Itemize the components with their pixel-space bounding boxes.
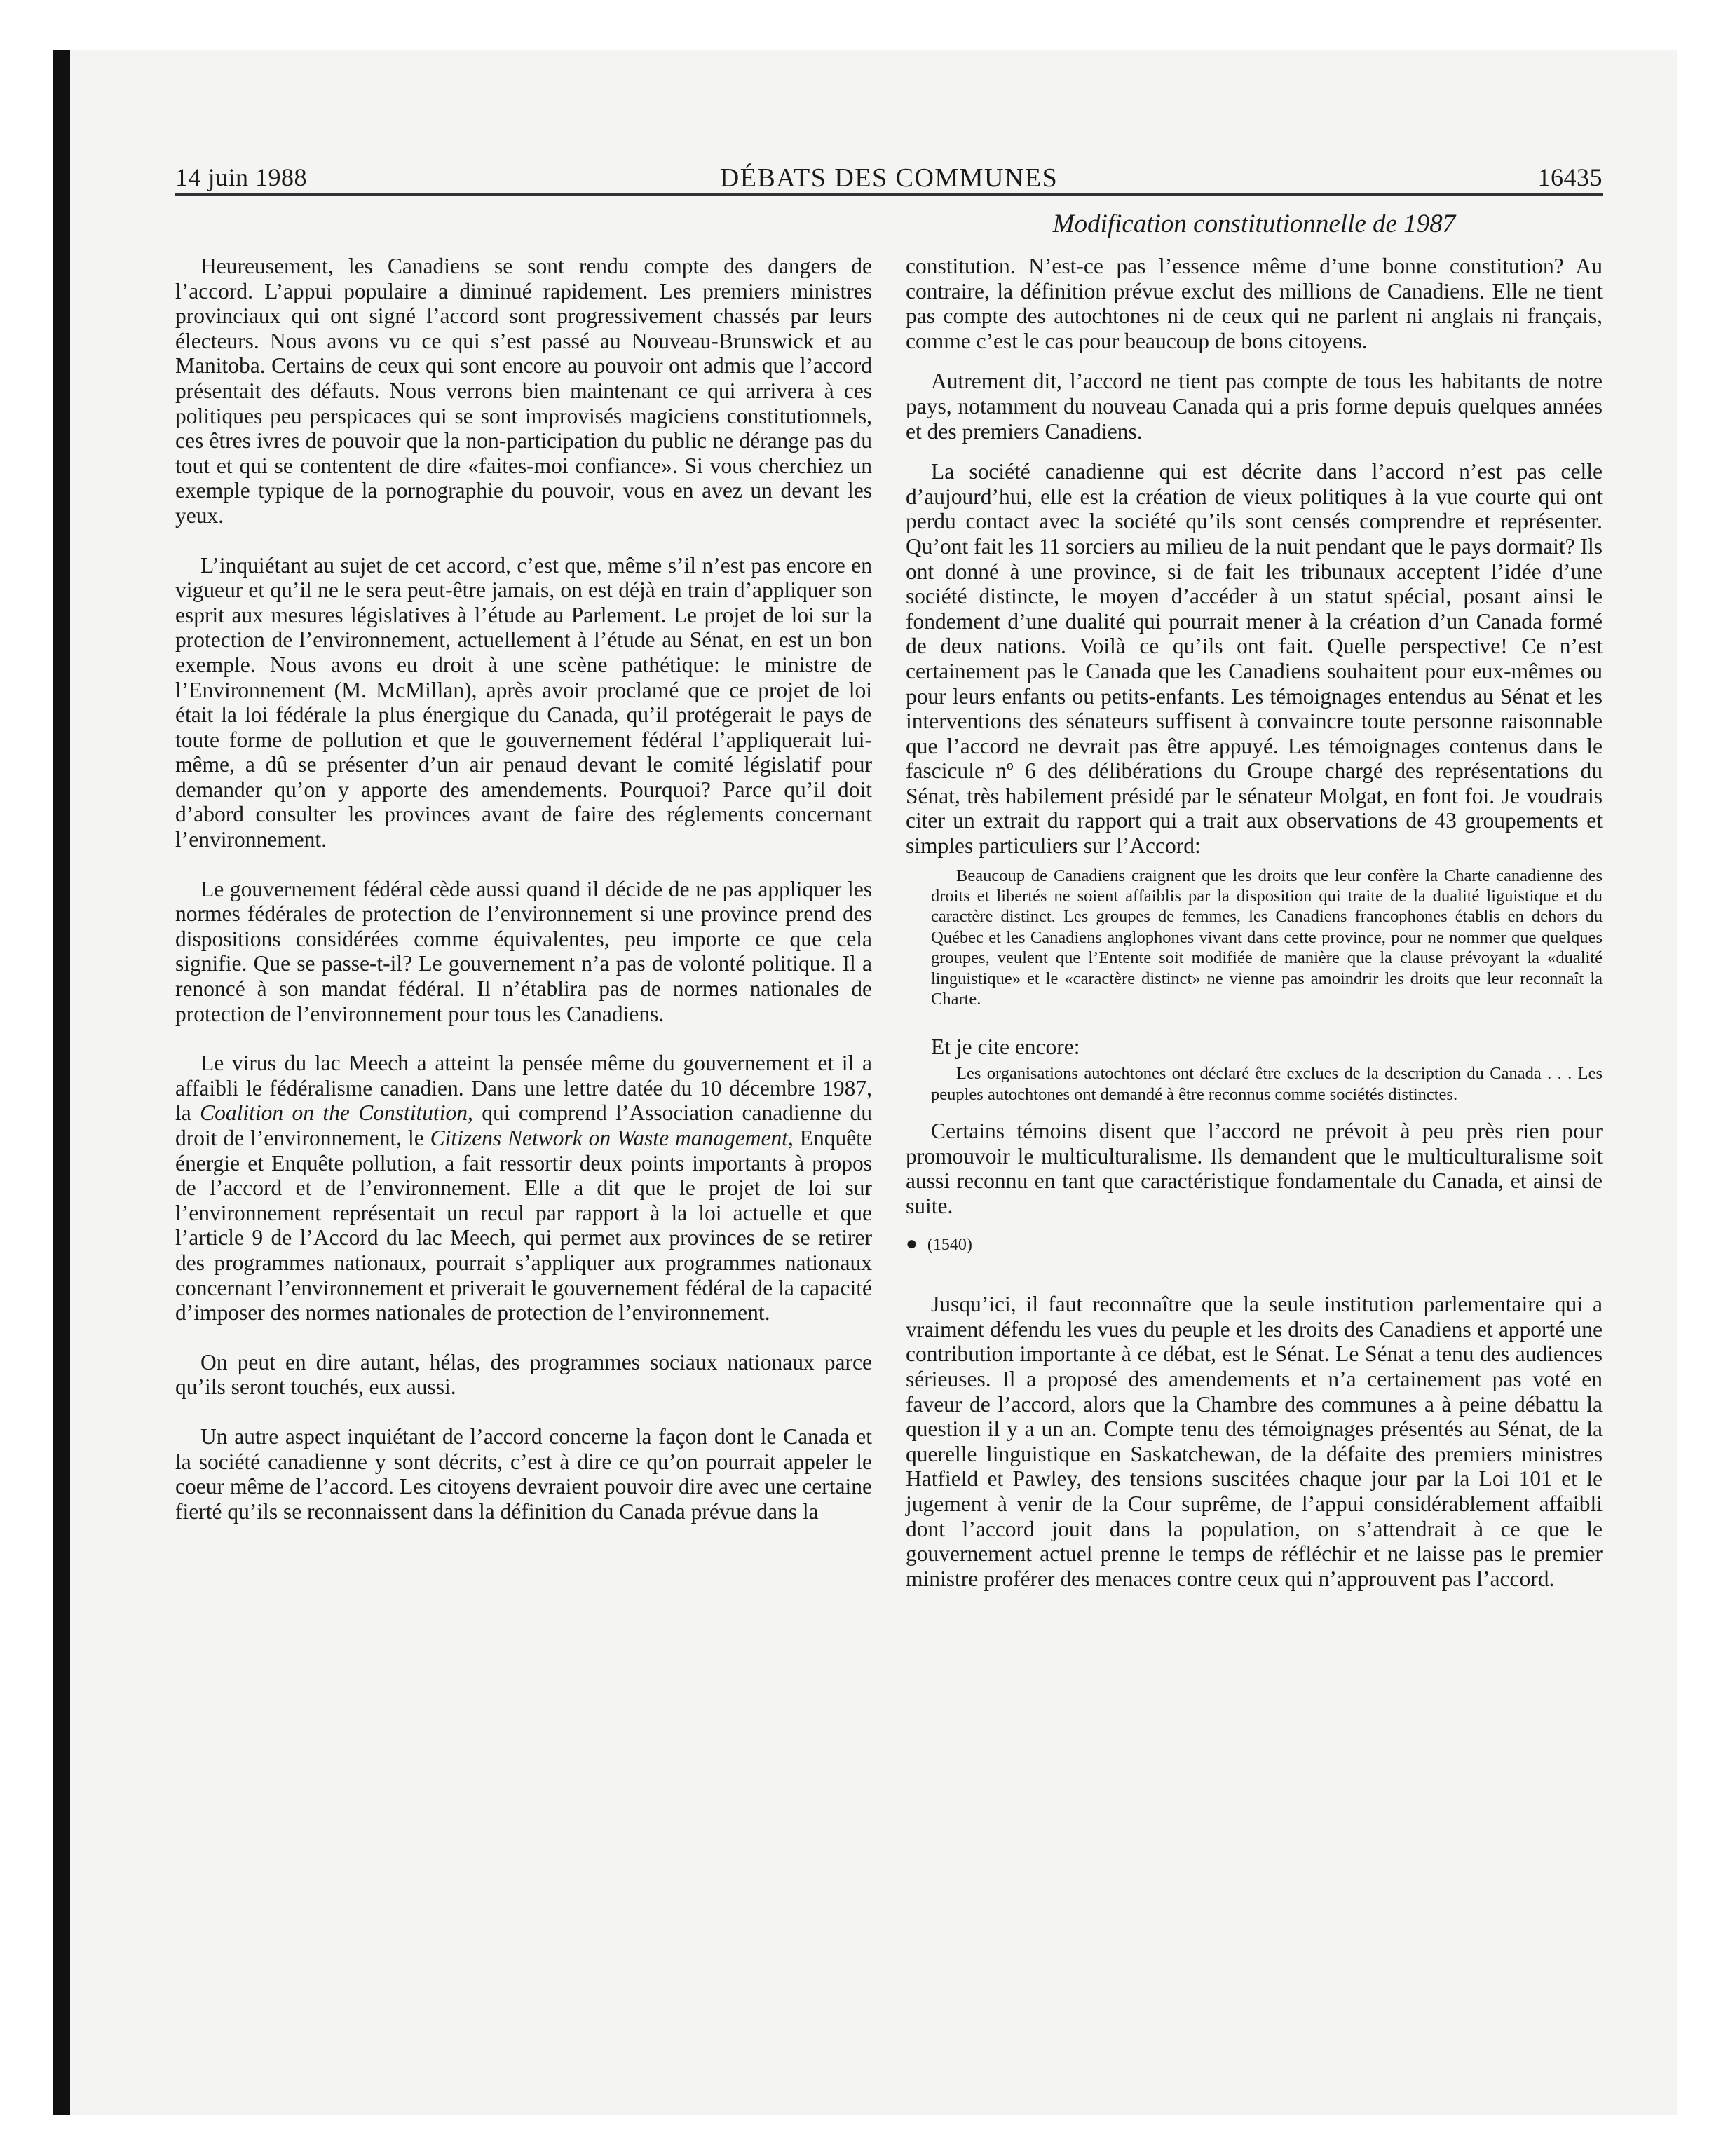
paragraph: [175, 1051, 872, 1325]
text-run: , Enquête énergie et Enquête pollution, a fait ressortir deux points importants à propos de l’accord et de l’environnement. Elle a dit que le projet de loi sur l’environnement représentait un recul par rapport à la loi actuelle et que l’article 9 de l’Accord du lac Meech, qui permet aux provinces de se retirer des programmes nationaux, pourrait s’appliquer aux programmes nationaux concernant l’environnement et priverait le gouvernement fédéral de la capacité d’imposer des normes nationales de protection de l’environnement.: [175, 1126, 872, 1325]
italic-title: Coalition on the Constitution: [200, 1100, 468, 1126]
paragraph: La société canadienne qui est décrite dans l’accord n’est pas celle d’aujourd’hui, elle est la création de vieux politiques à la vue courte qui ont perdu contact avec la société qu’ils sont censés comprendre et représenter. Qu’ont fait les 11 sorciers au milieu de la nuit pendant que le pays dormait? Ils ont donné à une province, si de fait les tribunaux acceptent l’idée d’une société distincte, le moyen d’accéder à un statut spécial, posant ainsi le fondement d’une dualité qui pourrait mener à la création d’un Canada formé de deux nations. Voilà ce qu’ils ont fait. Quelle perspective! Ce n’est certainement pas le Canada que les Canadiens souhaitent pour eux-mêmes ou pour leurs enfants ou petits-enfants. Les témoignages entendus au Sénat et les interventions des sénateurs suffisent à convaincre toute personne raisonnable que l’accord ne devrait pas être appuyé. Les témoignages contenus dans le fascicule nº 6 des délibérations du Groupe chargé des représentations du Sénat, très habilement présidé par le sénateur Molgat, en font foi. Je voudrais citer un extrait du rapport qui a trait aux observations de 43 groupements et simples particuliers sur l’Accord:: [906, 459, 1603, 859]
scan-margin: [0, 0, 53, 2156]
block-quote: Beaucoup de Canadiens craignent que les droits que leur confère la Charte canadienne des droits et libertés ne soient affaiblis par la disposition qui traite de la dualité liguistique et du caractère distinct. Les groupes de femmes, les Canadiens francophones établis en dehors du Québec et les Canadiens anglophones vivant dans cette province, pour ne nommer que quelques groupes, veulent que l’Entente soit modifiée de manière que la clause prévoyant la «dualité linguistique» et le «caractère distinct» ne vienne pas amoindrir les droits que leur reconnaît la Charte.: [931, 866, 1603, 1009]
page-number: 16435: [1537, 163, 1603, 191]
paragraph: Et je cite encore:: [931, 1034, 1080, 1059]
paragraph: L’inquiétant au sujet de cet accord, c’est que, même s’il n’est pas encore en vigueur et qu’il ne le sera peut-être jamais, on est déjà en train d’appliquer son esprit aux mesures législatives à l’étude au Parlement. Le projet de loi sur la protection de l’environnement, actuellement à l’étude au Sénat, en est un bon exemple. Nous avons eu droit à une scène pathétique: le ministre de l’Environnement (M. McMillan), après avoir proclamé que ce projet de loi était la loi fédérale la plus énergique du Canada, qu’il protégerait le pays de toute forme de pollution et que le gouvernement fédéral l’appliquerait lui-même, a dû se présenter d’un air penaud devant le comité législatif pour demander qu’on y apporte des amendements. Pourquoi? Parce qu’il doit d’abord consulter les provinces avant de faire des réglements concernant l’environnement.: [175, 552, 872, 852]
text-run: Le virus du lac Meech a atteint la pensée même du gouvernement et il a affaibli le fédéralisme canadien. Dans une lettre datée du 10 décembre 1987, la: [175, 1051, 872, 1126]
paragraph: On peut en dire autant, hélas, des programmes sociaux nationaux parce qu’ils seront touchés, eux aussi.: [175, 1349, 872, 1400]
paragraph: Jusqu’ici, il faut reconnaître que la seule institution parlementaire qui a vraiment défendu les vues du peuple et les droits des Canadiens et apporté une contribution importante à ce débat, est le Sénat. Le Sénat a tenu des audiences sérieuses. Il a proposé des amendements et n’a certainement pas voté en faveur de l’accord, alors que la Chambre des communes a à peine débattu la question il y a un an. Compte tenu des témoignages présentés au Sénat, de la querelle linguistique en Saskatchewan, de la défaite des premiers ministres Hatfield et Pawley, des tensions suscitées chaque jour par la Loi 101 et le jugement à venir de la Cour suprême, de l’appui considérablement affaibli dont l’accord jouit dans la population, on s’attendrait à ce que le gouvernement actuel prenne le temps de réfléchir et ne laisse pas le premier ministre proférer des menaces contre ceux qui n’approuvent pas l’accord.: [906, 1292, 1603, 1591]
right-column: [906, 254, 1603, 1616]
page-header: [175, 158, 1603, 195]
paragraph: Heureusement, les Canadiens se sont rendu compte des dangers de l’accord. L’appui populaire a diminué rapidement. Les premiers ministres provinciaux qui ont signé l’accord sont progressivement chassés par leurs électeurs. Nous avons vu ce qui s’est passé au Nouveau-Brunswick et au Manitoba. Certains de ceux qui sont encore au pouvoir ont admis que l’accord présentait des défauts. Nous verrons bien maintenant ce qui arrivera à ces politiques peu perspicaces qui se sont improvisés magiciens constitutionnels, ces êtres ivres de pouvoir que la non-participation du public ne dérange pas du tout et qui se contentent de dire «faites-moi confiance». Si vous cherchiez un exemple typique de la pornographie du pouvoir, vous en avez un devant les yeux.: [175, 254, 872, 528]
header-date: 14 juin 1988: [175, 163, 308, 191]
left-column: [175, 254, 872, 1548]
header-rule: [175, 193, 1603, 196]
paragraph: Un autre aspect inquiétant de l’accord concerne la façon dont le Canada et la société canadienne y sont décrits, c’est à dire ce qu’on pourrait appeler le coeur même de l’accord. Les citoyens devraient pouvoir dire avec une certaine fierté qu’ils se reconnaissent dans la définition du Canada prévue dans la: [175, 1424, 872, 1524]
scan-binding-edge: [53, 50, 70, 2115]
paragraph: constitution. N’est-ce pas l’essence même d’une bonne constitution? Au contraire, la définition prévue exclut des millions de Canadiens. Elle ne tient pas compte des autochtones ni de ceux qui ne parlent ni anglais ni français, comme c’est le cas pour beaucoup de bons citoyens.: [906, 254, 1603, 353]
paragraph: Certains témoins disent que l’accord ne prévoit à peu près rien pour promouvoir le multiculturalisme. Ils demandent que le multiculturalisme soit aussi reconnu en tant que caractéristique fondamentale du Canada, et ainsi de suite.: [906, 1118, 1603, 1218]
text-run: , qui comprend l’Association canadienne du droit de l’environnement, le: [175, 1100, 873, 1150]
time-marker-text: (1540): [927, 1236, 972, 1255]
paragraph: Le gouvernement fédéral cède aussi quand il décide de ne pas appliquer les normes fédérales de protection de l’environnement si une province prend des dispositions considérées comme équivalentes, peu importe ce que cela signifie. Que se passe-t-il? Le gouvernement n’a pas de volonté politique. Il a renoncé à son mandat fédéral. Il n’établira pas de normes nationales de protection de l’environnement pour tous les Canadiens.: [175, 876, 872, 1026]
italic-title: Citizens Network on Waste management: [430, 1126, 789, 1150]
bullet-icon: ●: [906, 1233, 918, 1255]
block-quote: Les organisations autochtones ont déclaré être exclues de la description du Canada . . . Les peuples autochtones ont demandé à être reconnus comme sociétés distinctes.: [931, 1064, 1603, 1104]
time-marker: [906, 1234, 1603, 1255]
header-title: DÉBATS DES COMMUNES: [719, 163, 1059, 193]
section-subtitle: Modification constitutionnelle de 1987: [1052, 210, 1456, 238]
paragraph: Autrement dit, l’accord ne tient pas compte de tous les habitants de notre pays, notamment du nouveau Canada qui a pris forme depuis quelques années et des premiers Canadiens.: [906, 369, 1603, 444]
